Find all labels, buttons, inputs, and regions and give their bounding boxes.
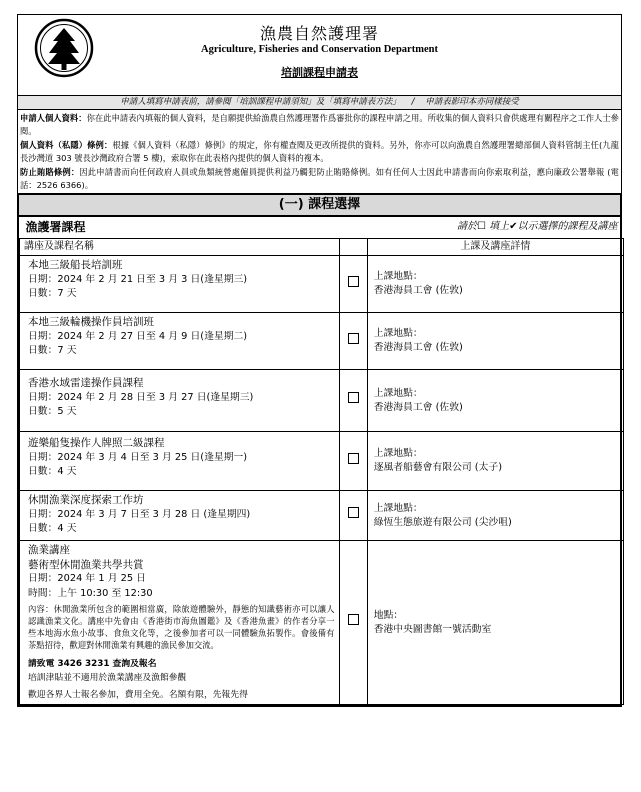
course-dates: 日期：2024 年 2 月 28 日至 3 月 27 日(逢星期三) — [28, 391, 254, 403]
notice-separator: / — [411, 97, 415, 107]
course-checkbox[interactable] — [348, 507, 359, 518]
form-title: 培訓課程申請表 — [281, 66, 358, 79]
lecture-description: 內容：休閒漁業所包含的範圍相當廣，除旅遊體驗外，靜態的知識藝術亦可以讓人認識漁業文化。講座中先會由《香港街市海魚圖鑑》及《香港魚畫》的作者分享一些本地海水魚小故事、食魚文化等，之後參加者可以一同體驗魚拓製作。會後備有茶點招待，歡迎對休閒漁業有興趣的漁民參加交流。 — [28, 604, 335, 650]
course-days: 日數：5 天 — [28, 406, 77, 417]
pbo-text: 因此申請書而向任何政府人員或魚類統營處僱員提供利益乃觸犯防止賄賂條例。如有任何人士因此申請書而向你索取利益，應向廉政公署舉報 (電話：2526 6366)。 — [20, 167, 619, 190]
lecture-date: 日期：2024 年 1 月 25 日 — [28, 573, 146, 584]
form-header — [17, 14, 622, 95]
privacy-text: 你在此申請表內填報的個人資料，是自願提供給漁農自然護理署作爲審批你的課程申請之用。所收集的個人資料只會供處理有關程序之工作人士參閱。 — [20, 113, 619, 136]
lecture-time: 時間：上午 10:30 至 12:30 — [28, 587, 153, 599]
venue-label: 上課地點： — [373, 328, 423, 339]
course-dates: 日期：2024 年 2 月 27 日至 4 月 9 日(逢星期二) — [28, 330, 248, 342]
course-days: 日數：4 天 — [28, 466, 77, 477]
notice-guidelines: 申請人填寫申請表前，請參閱「培訓課程申請須知」及「填寫申請表方法」 — [120, 97, 401, 107]
section-title: (一) 課程選擇 — [17, 193, 622, 217]
venue: 逐風者船藝會有限公司 (太子) — [373, 462, 503, 473]
privacy-statement — [17, 110, 622, 193]
venue-label: 上課地點： — [373, 387, 423, 399]
course-days: 日數：4 天 — [28, 523, 77, 534]
lecture-row — [20, 541, 624, 705]
course-row — [20, 256, 624, 313]
course-row — [20, 491, 624, 541]
course-dates: 日期：2024 年 2 月 21 日至 3 月 3 日(逢星期三) — [28, 273, 248, 285]
venue-label: 上課地點： — [373, 271, 423, 282]
lecture-type: 漁業講座 — [28, 544, 70, 556]
notice-photocopy: 申請表影印本亦同樣接受 — [425, 97, 519, 107]
lecture-name: 藝術型休閒漁業共學共賞 — [28, 558, 144, 571]
pdpo-text: 根據《個人資料（私隱）條例》的規定，你有權查閱及更改所提供的資料。另外，你亦可以向漁農自然護理署總部個人資料管制主任(九龍長沙灣道 303 號長沙灣政府合署 5 樓)，索取你在此表格內提供的個人資料的複本。 — [20, 140, 619, 163]
course-checkbox[interactable] — [348, 276, 359, 287]
course-name: 遊樂船隻操作人牌照二級課程 — [28, 437, 165, 449]
venue: 香港海員工會 (佐敦) — [373, 342, 463, 353]
venue: 香港海員工會 (佐敦) — [373, 285, 463, 296]
course-group-title: 漁護署課程 — [25, 220, 86, 234]
course-name: 本地三級輪機操作員培訓班 — [28, 316, 154, 328]
lecture-welcome-note: 歡迎各界人士報名參加，費用全免。名額有限，先報先得 — [28, 690, 248, 700]
lecture-contact: 請致電 3426 3231 查詢及報名 — [28, 659, 157, 669]
pbo-label: 防止賄賂條例： — [20, 167, 80, 177]
selection-hint: 請於☐ 填上✔以示選擇的課程及講座 — [456, 221, 618, 232]
notice-bar — [17, 95, 622, 110]
course-table — [19, 217, 624, 705]
dept-name-zh: 漁農自然護理署 — [259, 24, 379, 43]
venue: 香港海員工會 (佐敦) — [373, 401, 463, 413]
application-form — [17, 14, 622, 707]
course-row — [20, 370, 624, 432]
lecture-checkbox[interactable] — [348, 614, 359, 625]
lecture-subsidy-note: 培訓津貼並不適用於漁業講座及漁館參觀 — [28, 673, 187, 683]
col-header-details: 上課及講座詳情 — [367, 238, 623, 256]
course-name: 休閒漁業深度探索工作坊 — [28, 494, 144, 506]
course-name: 香港水域雷達操作員課程 — [28, 377, 144, 389]
course-row — [20, 432, 624, 491]
pdpo-label: 個人資料（私隱）條例： — [20, 140, 113, 150]
course-name: 本地三級船長培訓班 — [28, 259, 123, 271]
course-checkbox[interactable] — [348, 392, 359, 403]
venue-label: 上課地點： — [373, 448, 423, 459]
dept-name-en: Agriculture, Fisheries and Conservation Department — [201, 44, 438, 55]
venue: 香港中央圖書館一號活動室 — [373, 623, 492, 635]
course-checkbox[interactable] — [348, 453, 359, 464]
venue-label: 地點： — [373, 609, 404, 621]
privacy-label: 申請人個人資料： — [20, 113, 87, 123]
course-dates: 日期：2024 年 3 月 4 日至 3 月 25 日(逢星期一) — [28, 451, 248, 463]
course-days: 日數：7 天 — [28, 288, 77, 299]
col-header-course: 講座及課程名稱 — [20, 238, 340, 256]
venue: 綠恆生態旅遊有限公司 (尖沙咀) — [373, 516, 512, 528]
course-dates: 日期：2024 年 3 月 7 日至 3 月 28 日 (逢星期四) — [28, 508, 251, 520]
course-days: 日數：7 天 — [28, 345, 77, 356]
course-row — [20, 313, 624, 370]
venue-label: 上課地點： — [373, 502, 423, 514]
course-checkbox[interactable] — [348, 333, 359, 344]
